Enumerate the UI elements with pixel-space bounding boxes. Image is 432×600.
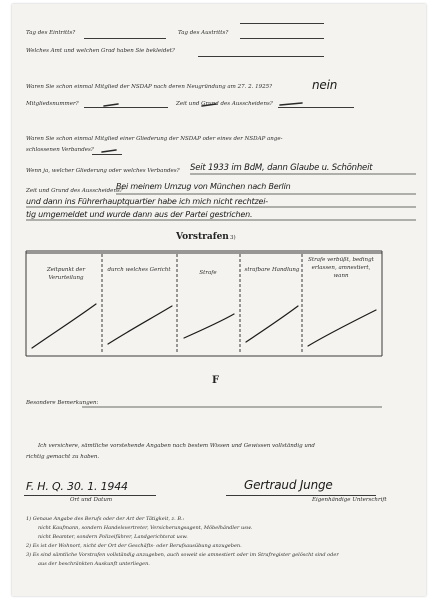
col-verbuesst: Strafe verbüßt, bedingt erlassen, amnestiert, wann	[308, 257, 374, 279]
exit-date-label: Tag des Austritts?	[178, 30, 229, 36]
col-handlung: strafbare Handlung	[244, 267, 300, 273]
which-branch-answer: Seit 1933 im BdM, dann Glaube u. Schönheit	[190, 163, 373, 173]
vorstrafen-title: Vorstrafen	[176, 232, 229, 242]
branch-question-line1: Waren Sie schon einmal Mitglied einer Gliederung der NSDAP oder eines der NSDAP ange-	[26, 136, 283, 142]
declaration-line1: Ich versichere, sämtliche vorstehende Angaben nach bestem Wissen und Gewissen vollständig und	[38, 443, 315, 449]
branch-question-line2: schlossenen Verbandes?	[26, 147, 94, 153]
col-zeitpunkt: Zeitpunkt der Verurteilung	[46, 267, 86, 281]
reason-exit-answer-line1: Bei meinem Umzug von München nach Berlin	[116, 182, 291, 191]
strike-col-3	[184, 314, 234, 338]
declaration-line2: richtig gemacht zu haben.	[26, 454, 100, 460]
dash-member-number	[104, 104, 118, 106]
previous-member-label: Waren Sie schon einmal Mitglied der NSDAP nach deren Neugründung am 27. 2. 1925?	[26, 84, 273, 90]
time-reason-label: Zeit und Grund des Ausscheidens?	[176, 101, 273, 107]
strike-col-2	[108, 306, 172, 344]
member-number-label: Mitgliedsnummer?	[26, 101, 79, 107]
footnote-1a: nicht Kaufmann, sondern Handelsvertreter, Versicherungsagent, Möbelhändler usw.	[38, 525, 253, 531]
dash-time-reason-2	[280, 103, 302, 105]
vorstrafen-footnote-mark: 3)	[230, 235, 236, 241]
footnote-2: 2) Es ist der Wohnort, nicht der Ort der Geschäfts- oder Berufsausübung anzugeben.	[26, 543, 242, 549]
footnote-1b: nicht Beamter, sondern Polizeiführer, Landgerichtsrat usw.	[38, 534, 188, 540]
dash-branch	[102, 150, 116, 152]
strike-col-4	[246, 306, 298, 342]
reason-exit-answer-line2: und dann ins Führerhauptquartier habe ich mich nicht rechtzei-	[26, 197, 268, 206]
office-label: Welches Amt und welchen Grad haben Sie bekleidet?	[26, 48, 175, 54]
section-f-letter: F	[212, 375, 220, 386]
entry-date-label: Tag des Eintritts?	[26, 30, 76, 36]
col-strafe: Strafe	[199, 270, 217, 276]
signature-label: Eigenhändige Unterschrift	[312, 497, 387, 503]
previous-member-answer: nein	[312, 78, 338, 92]
remarks-label: Besondere Bemerkungen:	[26, 400, 99, 406]
reason-exit-answer-line3: tig umgemeldet und wurde dann aus der Partei gestrichen.	[26, 210, 253, 219]
footnote-3: 3) Es sind sämtliche Vorstrafen vollständig anzugeben, auch soweit sie amnestiert oder im Strafregister gelöscht sind oder	[26, 552, 339, 558]
strike-col-1	[32, 304, 96, 348]
footnote-3a: aus der beschränkten Auskunft unterliegen.	[38, 561, 150, 567]
reason-exit-label: Zeit und Grund des Ausscheidens?	[26, 188, 123, 194]
place-date-handwritten: F. H. Q. 30. 1. 1944	[26, 480, 128, 493]
form-page	[12, 4, 426, 596]
col-gericht: durch welches Gericht	[107, 267, 171, 273]
strike-col-5	[308, 310, 376, 346]
footnote-1: 1) Genaue Angabe des Berufs oder der Art der Tätigkeit, z. B.:	[26, 516, 185, 522]
place-date-label: Ort und Datum	[70, 497, 113, 503]
dash-time-reason	[202, 104, 216, 106]
which-branch-label: Wenn ja, welcher Gliederung oder welches Verbandes?	[26, 168, 180, 174]
signature: Gertraud Junge	[244, 478, 333, 492]
vorstrafen-table	[12, 4, 426, 596]
